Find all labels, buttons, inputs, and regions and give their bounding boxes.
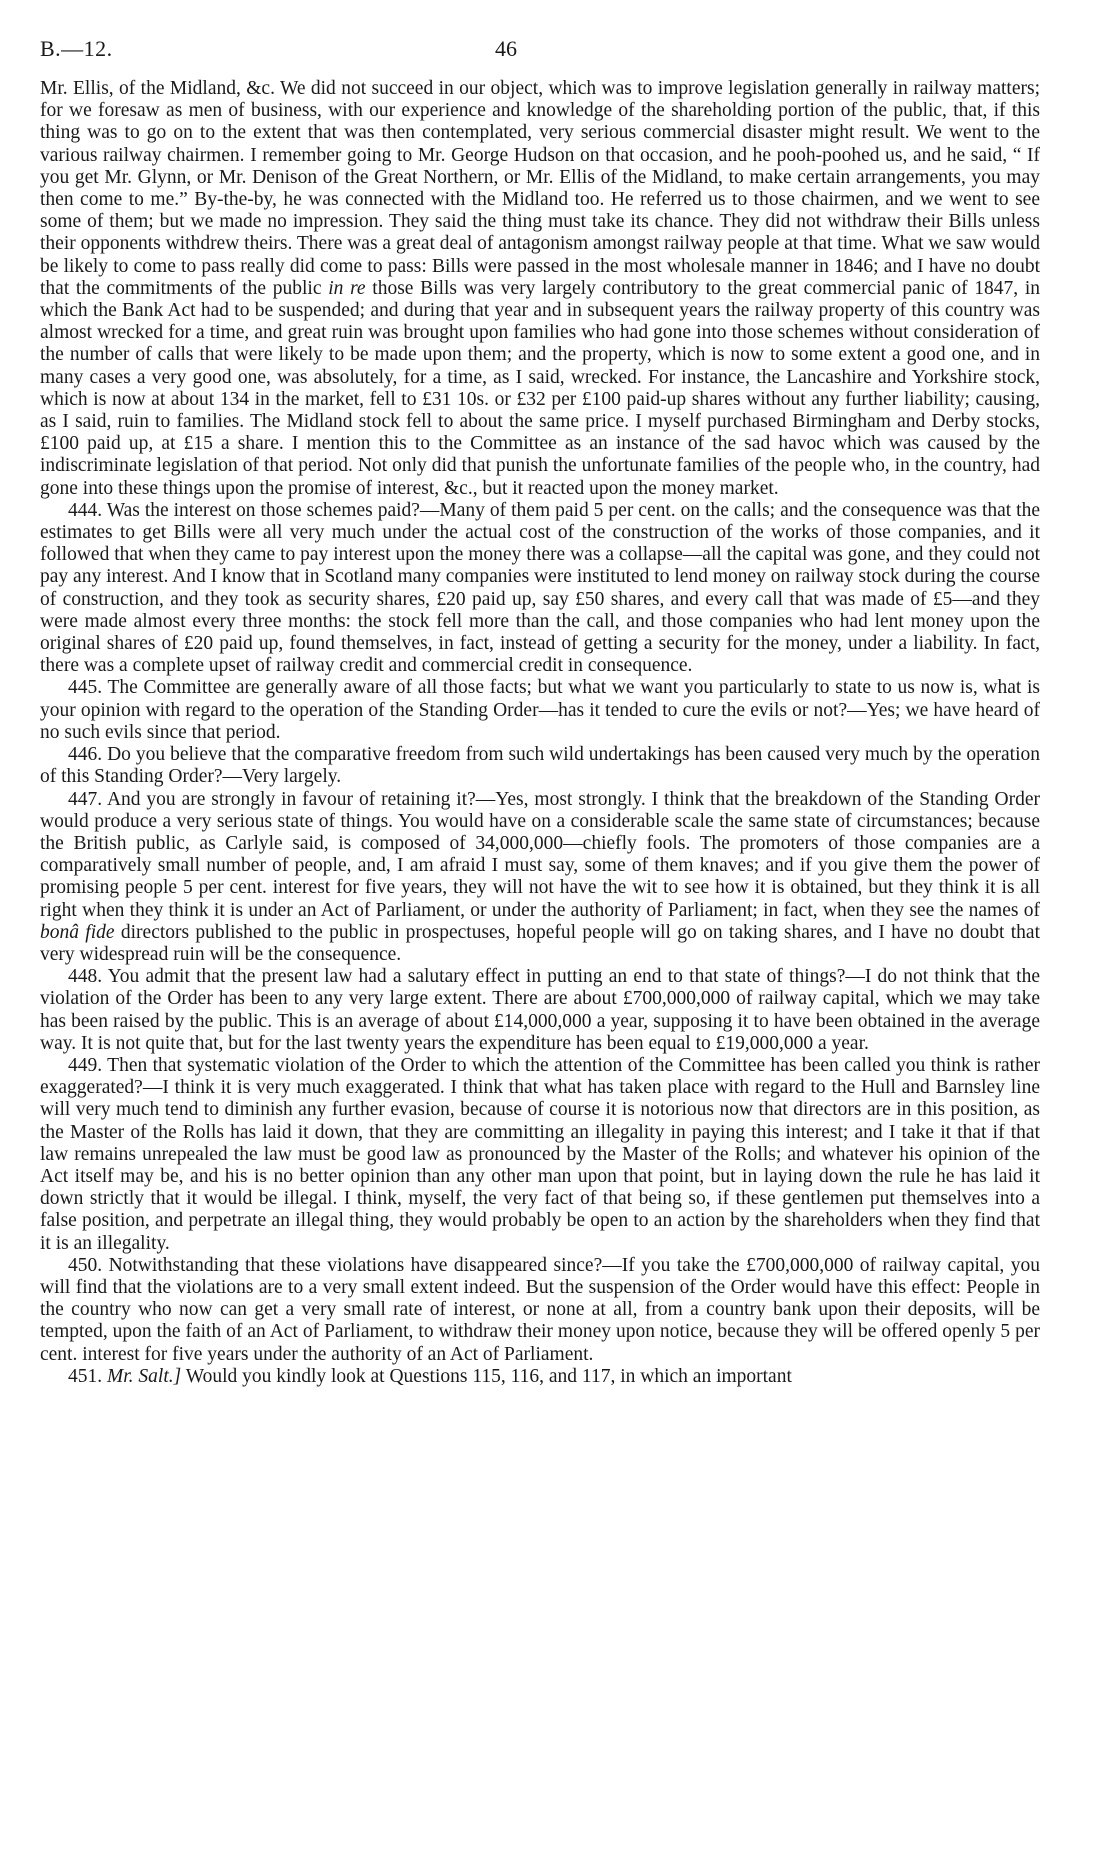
- question-445: 445. The Committee are generally aware of all those facts; but what we want you particularly to state to us now is, what is your opinion with regard to the operation of the Standing Order—has it tended to cure the evils or not?—Yes; we have heard of no such evils since that period.: [40, 677, 1040, 743]
- paragraph-text: those Bills was very largely contributory to the great commercial panic of 1847, in which the Bank Act had to be suspended; and during that year and in subsequent years the railway property of this country was almost wrecked for a time, and great ruin was brought upon families who had gone into those schemes without consideration of the number of calls that were likely to be made upon them; and the property, which is now to some extent a good one, and in many cases a very good one, was absolutely, for a time, as I said, wrecked. For instance, the Lancashire and Yorkshire stock, which is now at about 134 in the market, fell to £31 10s. or £32 per £100 paid-up shares without any further liability; causing, as I said, ruin to families. The Midland stock fell to about the same price. I myself purchased Birmingham and Derby stocks, £100 paid up, at £15 a share. I mention this to the Committee as an instance of the sad havoc which was caused by the indiscriminate legislation of that period. Not only did that punish the unfortunate families of the people who, in the country, had gone into these things upon the promise of interest, &c., but it reacted upon the money market.: [40, 277, 1040, 499]
- question-444: 444. Was the interest on those schemes paid?—Many of them paid 5 per cent. on the calls; and the consequence was that the estimates to get Bills were all very much under the actual cost of the construction of the works of those companies, and it followed that when they came to pay interest upon the money there was a collapse—all the capital was gone, and they could not pay any interest. And I know that in Scotland many companies were instituted to lend money on railway stock during the course of construction, and they took as security shares, £20 paid up, say £50 shares, and every call that was made of £5—and they were made almost every three months: the stock fell more than the call, and those companies who had lent money upon the original shares of £20 paid up, found themselves, in fact, instead of getting a security for the money, under a liability. In fact, there was a complete upset of railway credit and commercial credit in consequence.: [40, 499, 1040, 677]
- body-text: [40, 78, 1040, 1388]
- question-449: 449. Then that systematic violation of the Order to which the attention of the Committee has been called you think is rather exaggerated?—I think it is very much exaggerated. I think that what has taken place with regard to the Hull and Barnsley line will very much tend to diminish any further evasion, because of course it is notorious now that directors are in this position, as the Master of the Rolls has laid it down, that they are committing an illegality in paying this interest; and I take it that if that law remains unrepealed the law must be good law as pronounced by the Master of the Rolls; and whatever his opinion of the Act itself may be, and his is no better opinion than any other man upon that point, but in laying down the rule he has laid it down strictly that it would be illegal. I think, myself, the very fact of that being so, if these gentlemen put themselves into a false position, and perpetrate an illegal thing, they would probably be open to an action by the shareholders when they find that it is an illegality.: [40, 1054, 1040, 1254]
- question-448: 448. You admit that the present law had a salutary effect in putting an end to that state of things?—I do not think that the violation of the Order has been to any very large extent. There are about £700,000,000 of railway capital, which we may take has been raised by the public. This is an average of about £14,000,000 a year, supposing it to have been obtained in the average way. It is not quite that, but for the last twenty years the expenditure has been equal to £19,000,000 a year.: [40, 966, 1040, 1054]
- continued-answer: [40, 78, 1040, 500]
- question-450: 450. Notwithstanding that these violations have disappeared since?—If you take the £700,000,000 of railway capital, you will find that the violations are to a very small extent indeed. But the suspension of the Order would have this effect: People in the country who now can get a very small rate of interest, or none at all, from a country bank upon their deposits, will be tempted, upon the faith of an Act of Parliament, to withdraw their money upon notice, because they will be offered openly 5 per cent. interest for five years under the authority of an Act of Parliament.: [40, 1254, 1040, 1365]
- paragraph-text: Mr. Ellis, of the Midland, &c. We did not succeed in our object, which was to improve legislation generally in railway matters; for we foresaw as men of business, with our experience and knowledge of the shareholding portion of the public, that, if this thing was to go on to the extent that was then contemplated, very serious commercial disaster might result. We went to the various railway chairmen. I remember going to Mr. George Hudson on that occasion, and he pooh-poohed us, and he said, “ If you get Mr. Glynn, or Mr. Denison of the Great Northern, or Mr. Ellis of the Midland, to make certain arrangements, you may then come to me.” By-the-by, he was connected with the Midland too. He referred us to those chairmen, and we went to see some of them; but we made no impression. They said the thing must take its chance. They did not withdraw their Bills unless their opponents withdrew theirs. There was a great deal of antagonism amongst railway people at that time. What we saw would be likely to come to pass really did come to pass: Bills were passed in the most wholesale manner in 1846; and I have no doubt that the commitments of the public: [40, 78, 1040, 299]
- italic-phrase-bona-fide: bonâ fide: [40, 921, 115, 943]
- question-number: 451.: [68, 1365, 103, 1387]
- paragraph-text: 447. And you are strongly in favour of retaining it?—Yes, most strongly. I think that the breakdown of the Standing Order would produce a very serious state of things. You would have on a considerable scale the same state of circumstances; because the British public, as Carlyle said, is composed of 34,000,000—chiefly fools. The promoters of those companies are a comparatively small number of people, and, I am afraid I must say, some of them knaves; and if you give them the power of promising people 5 per cent. interest for five years, they will not have the wit to see how it is obtained, but they think it is all right when they think it is under an Act of Parliament, or under the authority of Parliament; in fact, when they see the names of: [40, 788, 1040, 921]
- italic-speaker-mr-salt: Mr. Salt.]: [107, 1365, 182, 1387]
- question-447: [40, 789, 1040, 967]
- italic-phrase-in-re: in re: [328, 277, 366, 299]
- page-header: [40, 36, 1040, 78]
- question-451: [40, 1366, 1040, 1388]
- paragraph-text: Would you kindly look at Questions 115, 116, and 117, in which an important: [185, 1365, 792, 1387]
- document-reference: B.—12.: [40, 36, 113, 61]
- document-page: [40, 36, 1040, 1836]
- paragraph-text: directors published to the public in prospectuses, hopeful people will go on taking shares, and I have no doubt that very widespread ruin will be the consequence.: [40, 921, 1041, 965]
- page-number: 46: [495, 36, 517, 61]
- question-446: 446. Do you believe that the comparative freedom from such wild undertakings has been caused very much by the operation of this Standing Order?—Very largely.: [40, 744, 1040, 788]
